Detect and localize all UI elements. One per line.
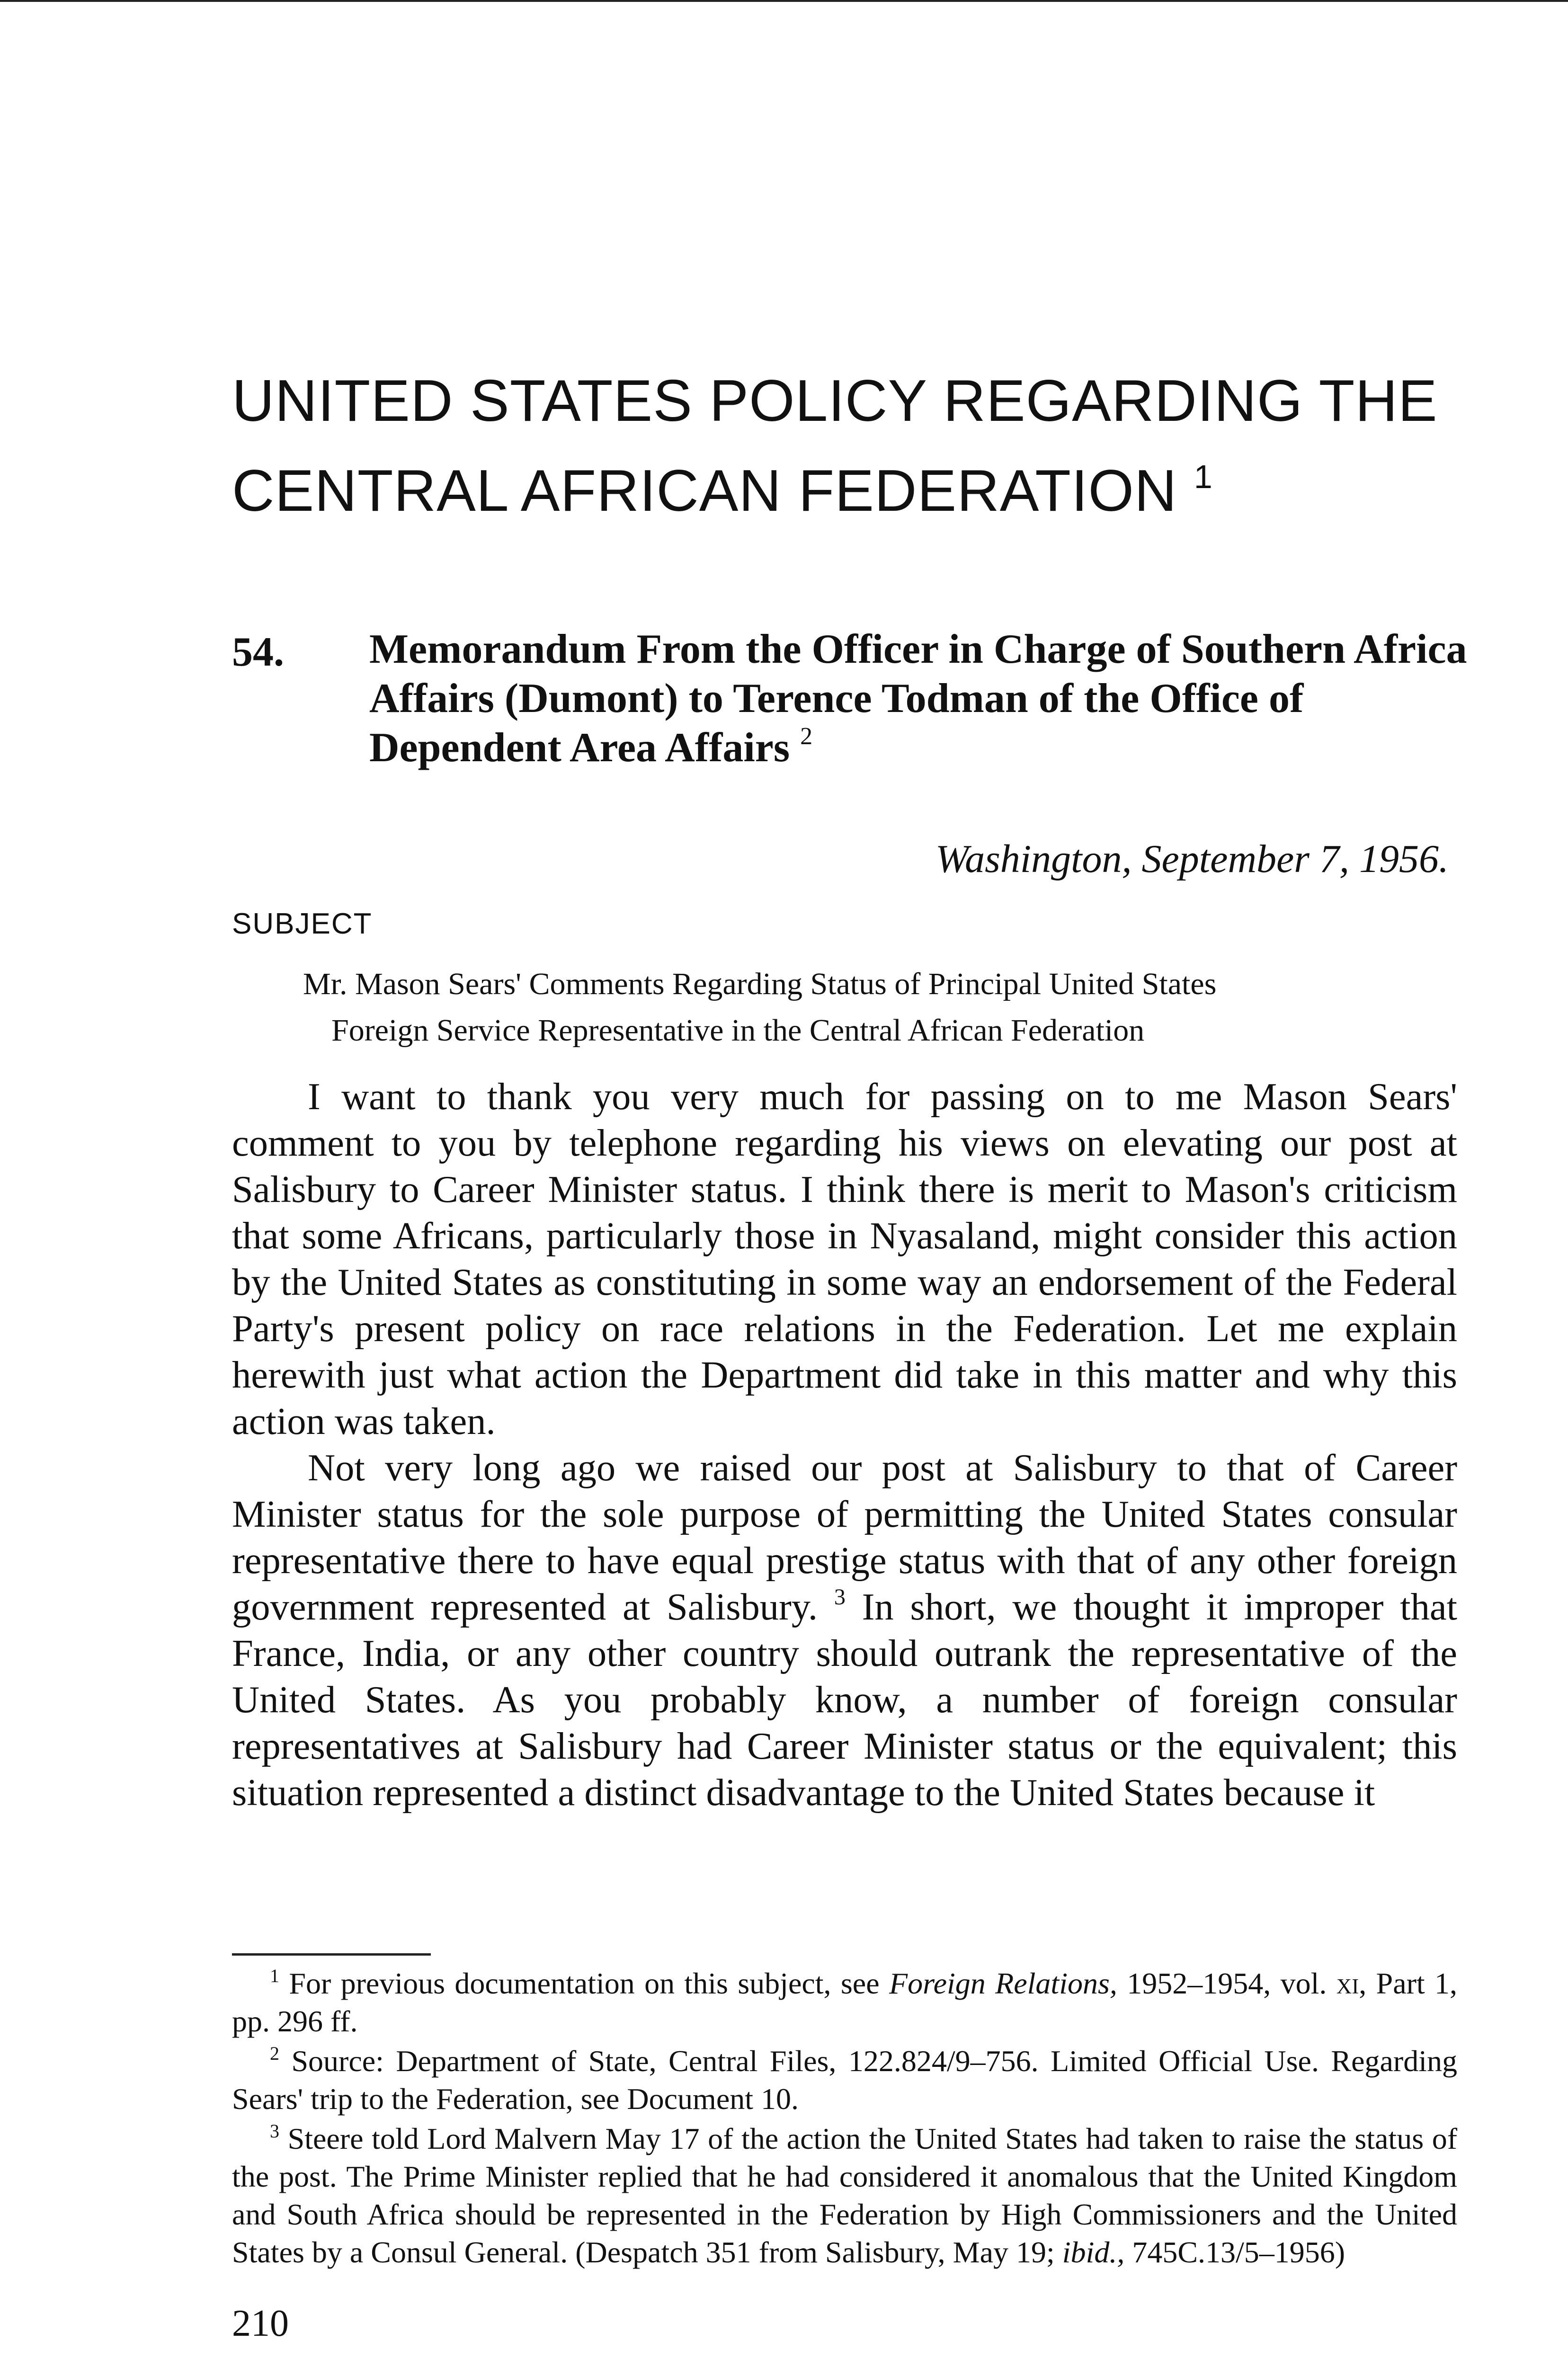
footnote-3-marker: 3 xyxy=(270,2120,279,2142)
footnote-3 xyxy=(232,2120,1457,2271)
footnotes xyxy=(232,1965,1457,2273)
chapter-title-line1: UNITED STATES POLICY REGARDING THE xyxy=(232,368,1438,434)
document-title xyxy=(369,625,1468,773)
footnote-1-volume: xi, xyxy=(1336,1967,1367,2000)
footnote-2-marker: 2 xyxy=(270,2043,279,2064)
body-paragraph-1: I want to thank you very much for passing on to me Mason Sears' comment to you by telephone regarding his views on elevating our post at Salisbury to Career Minister status. I think there is merit to Mason's criticism that some Africans, particularly those in Nyasaland, might consider this action by the United States as constituting in some way an endorsement of the Federal Party's present policy on race relations in the Federation. Let me explain herewith just what action the Department did take in this matter and why this action was taken. xyxy=(232,1076,1457,1442)
footnote-3-citation: 745C.13/5–1956) xyxy=(1132,2235,1345,2269)
footnote-1 xyxy=(232,1965,1457,2040)
footnote-3-italic: ibid., xyxy=(1062,2235,1125,2269)
dateline: Washington, September 7, 1956. xyxy=(935,837,1449,881)
document-number: 54. xyxy=(232,629,284,675)
body-paragraph-2 xyxy=(232,1445,1457,1816)
footnote-1-marker: 1 xyxy=(270,1965,279,1986)
chapter-title xyxy=(232,356,1491,536)
footnote-1-years: 1952–1954, vol. xyxy=(1127,1967,1327,2000)
subject-line-1: Mr. Mason Sears' Comments Regarding Status of Principal United States xyxy=(303,967,1217,1001)
chapter-title-line2: CENTRAL AFRICAN FEDERATION xyxy=(232,458,1177,524)
footnote-2 xyxy=(232,2042,1457,2118)
footnote-2-text: Source: Department of State, Central Files, 122.824/9–756. Limited Official Use. Regarding Sears' trip to the Federation, see Document 10. xyxy=(232,2044,1458,2116)
page-top-edge xyxy=(0,0,1568,2)
memorandum-body xyxy=(232,1074,1457,1816)
subject-label: SUBJECT xyxy=(232,908,373,940)
footnote-3-text: Steere told Lord Malvern May 17 of the action the United States had taken to raise the status of the post. The Prime Minister replied that he had considered it anomalous that the United Kingdom and South Africa should be represented in the Federation by High Commissioners and the United States by a Consul General. (Despatch 351 from Salisbury, May 19; xyxy=(232,2122,1458,2269)
subject-line-2: Foreign Service Representative in the Central African Federation xyxy=(331,1013,1145,1048)
body-paragraph-2-part2: In short, we thought it improper that France, India, or any other country should outrank the representative of the United States. As you probably know, a number of foreign consular representatives at Salisbury had Career Minister status or the equivalent; this situation represented a distinct disadvantage to the United States because it xyxy=(232,1586,1458,1814)
document-title-text: Memorandum From the Officer in Charge of Southern Africa Affairs (Dumont) to Terence Todman of the Office of Dependent Area Affairs xyxy=(369,626,1467,771)
chapter-footnote-ref[interactable]: 1 xyxy=(1194,458,1213,495)
footnote-1-pages: Part 1, pp. 296 ff. xyxy=(232,1967,1458,2038)
page-number: 210 xyxy=(232,2303,289,2344)
subject-text xyxy=(303,961,1477,1054)
footnote-divider xyxy=(232,1953,431,1956)
document-footnote-ref[interactable]: 2 xyxy=(800,723,813,750)
footnote-1-italic: Foreign Relations, xyxy=(889,1967,1117,2000)
footnote-1-text: For previous documentation on this subject, see xyxy=(289,1967,880,2000)
body-paragraph-2-part1: Not very long ago we raised our post at Salisbury to that of Career Minister status for the sole purpose of permitting the United States consular representative there to have equal prestige status with that of any other foreign government represented at Salisbury. xyxy=(232,1447,1457,1628)
body-footnote-ref-3[interactable]: 3 xyxy=(834,1584,846,1610)
